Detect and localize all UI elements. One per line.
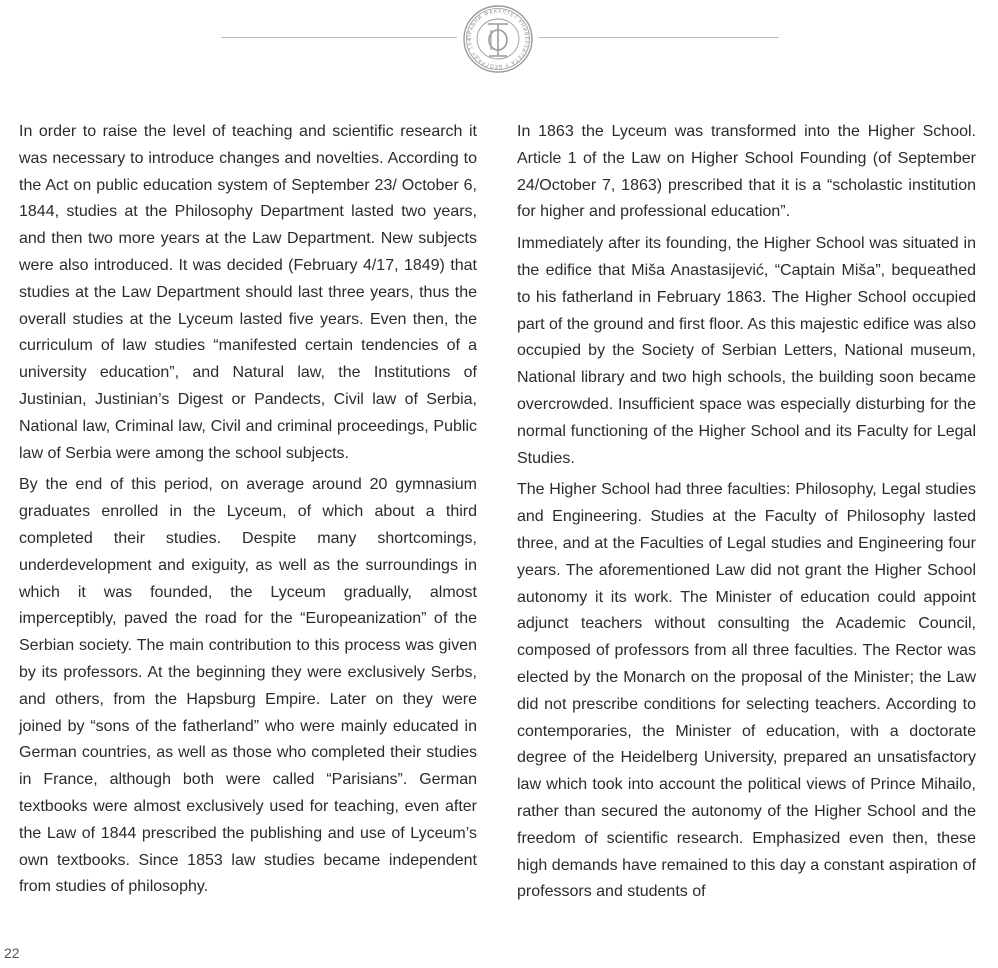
paragraph: In order to raise the level of teaching and scientific research it was necessary to introduce changes and novelties. According to the Act on public education system of September 23/ October 6, 1844, studies at the Philosophy Department lasted two years, and then two more years at the Law Department. New subjects were also introduced. It was decided (February 4/17, 1849) that studies at the Law Department should last three years, thus the overall studies at the Lyceum lasted five years. Even then, the curriculum of law studies “manifested certain tendencies of a university education”, and Natural law, the Institutions of Justinian, Justinian’s Digest or Pandects, Civil law of Serbia, National law, Criminal law, Civil and criminal proceedings, Public law of Serbia were among the school subjects. xyxy=(19,123,477,462)
seal-text: ПРАВНИ ФАКУЛТЕТ УНИВЕРЗИТЕТА У БЕОГРАДУ 184 xyxy=(466,8,530,70)
page-number: 22 xyxy=(4,945,20,961)
paragraph: By the end of this period, on average around 20 gymnasium graduates enrolled in the Lyceum, of which about a third completed their studies. Despite many shortcomings, underdevelopment and exiguity, as well as the surroundings in which it was founded, the Lyceum gradually, almost imperceptibly, paved the road for the “Europeanization” of the Serbian society. The main contribution to this process was given by its professors. At the beginning they were exclusively Serbs, and others, from the Hapsburg Empire. Later on they were joined by “sons of the fatherland” who were mainly educated in German countries, as well as those who completed their studies in France, although both were called “Parisians”. German textbooks were almost exclusively used for teaching, even after the Law of 1844 prescribed the publishing and use of Lyceum’s own textbooks. Since 1853 law studies became independent from studies of philosophy. xyxy=(19,476,477,896)
paragraph: The Higher School had three faculties: Philosophy, Legal studies and Engineering. Studies at the Faculty of Philosophy lasted three, and at the Faculties of Legal studies and Engineering four years. The aforementioned Law did not grant the Higher School autonomy it its work. The Minister of education could appoint adjunct teachers without consulting the Academic Council, composed of professors from all three faculties. The Rector was elected by the Monarch on the proposal of the Minister; the Law did not prescribe conditions for selecting teachers. According to contemporaries, the Minister of education, with a doctorate degree of the Heidelberg University, prepared an unsatisfactory law which took into account the political views of Prince Mihailo, rather than secured the autonomy of the Higher School and the freedom of scientific research. Emphasized even then, these high demands have remained to this day a constant aspiration of professors and students of xyxy=(517,481,976,901)
university-seal-icon xyxy=(462,4,534,74)
paragraph: Immediately after its founding, the Higher School was situated in the edifice that Miša Anastasijević, “Captain Miša”, bequeathed to his fatherland in February 1863. The Higher School occupied part of the ground and first floor. As this majestic edifice was also occupied by the Society of Serbian Letters, National museum, National library and two high schools, the building soon became overcrowded. Insufficient space was especially disturbing for the normal functioning of the Higher School and its Faculty for Legal Studies. xyxy=(517,235,976,467)
right-text-column xyxy=(517,119,976,911)
header-rule-left xyxy=(221,37,457,38)
left-text-column xyxy=(19,119,477,906)
paragraph: In 1863 the Lyceum was transformed into the Higher School. Article 1 of the Law on Higher School Founding (of September 24/October 7, 1863) prescribed that it is a “scholastic institution for higher and professional education”. xyxy=(517,123,976,221)
header-rule-right xyxy=(539,37,779,38)
